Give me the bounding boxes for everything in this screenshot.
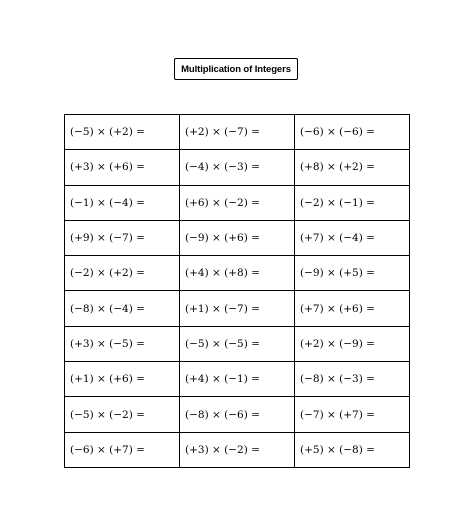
problem-cell: (−1) × (−4) = — [65, 185, 180, 220]
problem-cell: (−9) × (+5) = — [295, 256, 410, 291]
table-row — [65, 326, 410, 361]
problem-cell: (−6) × (−6) = — [295, 115, 410, 150]
problem-cell: (+4) × (−1) = — [180, 362, 295, 397]
problem-cell: (+1) × (+6) = — [65, 362, 180, 397]
problem-cell: (+6) × (−2) = — [180, 185, 295, 220]
table-row — [65, 115, 410, 150]
problem-cell: (+7) × (+6) = — [295, 291, 410, 326]
problem-cell: (−7) × (+7) = — [295, 397, 410, 432]
problem-cell: (−8) × (−6) = — [180, 397, 295, 432]
problem-cell: (+4) × (+8) = — [180, 256, 295, 291]
problem-cell: (+3) × (−2) = — [180, 432, 295, 467]
problem-cell: (−2) × (+2) = — [65, 256, 180, 291]
table-row — [65, 362, 410, 397]
problem-cell: (+3) × (+6) = — [65, 150, 180, 185]
problems-table — [64, 114, 410, 468]
table-row — [65, 150, 410, 185]
table-row — [65, 220, 410, 255]
problem-cell: (−9) × (+6) = — [180, 220, 295, 255]
problem-cell: (+1) × (−7) = — [180, 291, 295, 326]
problem-cell: (−4) × (−3) = — [180, 150, 295, 185]
problem-cell: (+8) × (+2) = — [295, 150, 410, 185]
problem-cell: (−6) × (+7) = — [65, 432, 180, 467]
problem-cell: (+3) × (−5) = — [65, 326, 180, 361]
table-row — [65, 397, 410, 432]
problem-cell: (−8) × (−4) = — [65, 291, 180, 326]
problem-cell: (−5) × (−2) = — [65, 397, 180, 432]
table-row — [65, 432, 410, 467]
table-row — [65, 185, 410, 220]
problem-cell: (+9) × (−7) = — [65, 220, 180, 255]
problem-cell: (+5) × (−8) = — [295, 432, 410, 467]
table-row — [65, 291, 410, 326]
problem-cell: (−2) × (−1) = — [295, 185, 410, 220]
worksheet-title: Multiplication of Integers — [174, 58, 298, 80]
problem-cell: (−5) × (−5) = — [180, 326, 295, 361]
table-row — [65, 256, 410, 291]
problem-cell: (−8) × (−3) = — [295, 362, 410, 397]
problem-cell: (+2) × (−7) = — [180, 115, 295, 150]
problem-cell: (+2) × (−9) = — [295, 326, 410, 361]
problem-cell: (+7) × (−4) = — [295, 220, 410, 255]
problem-cell: (−5) × (+2) = — [65, 115, 180, 150]
